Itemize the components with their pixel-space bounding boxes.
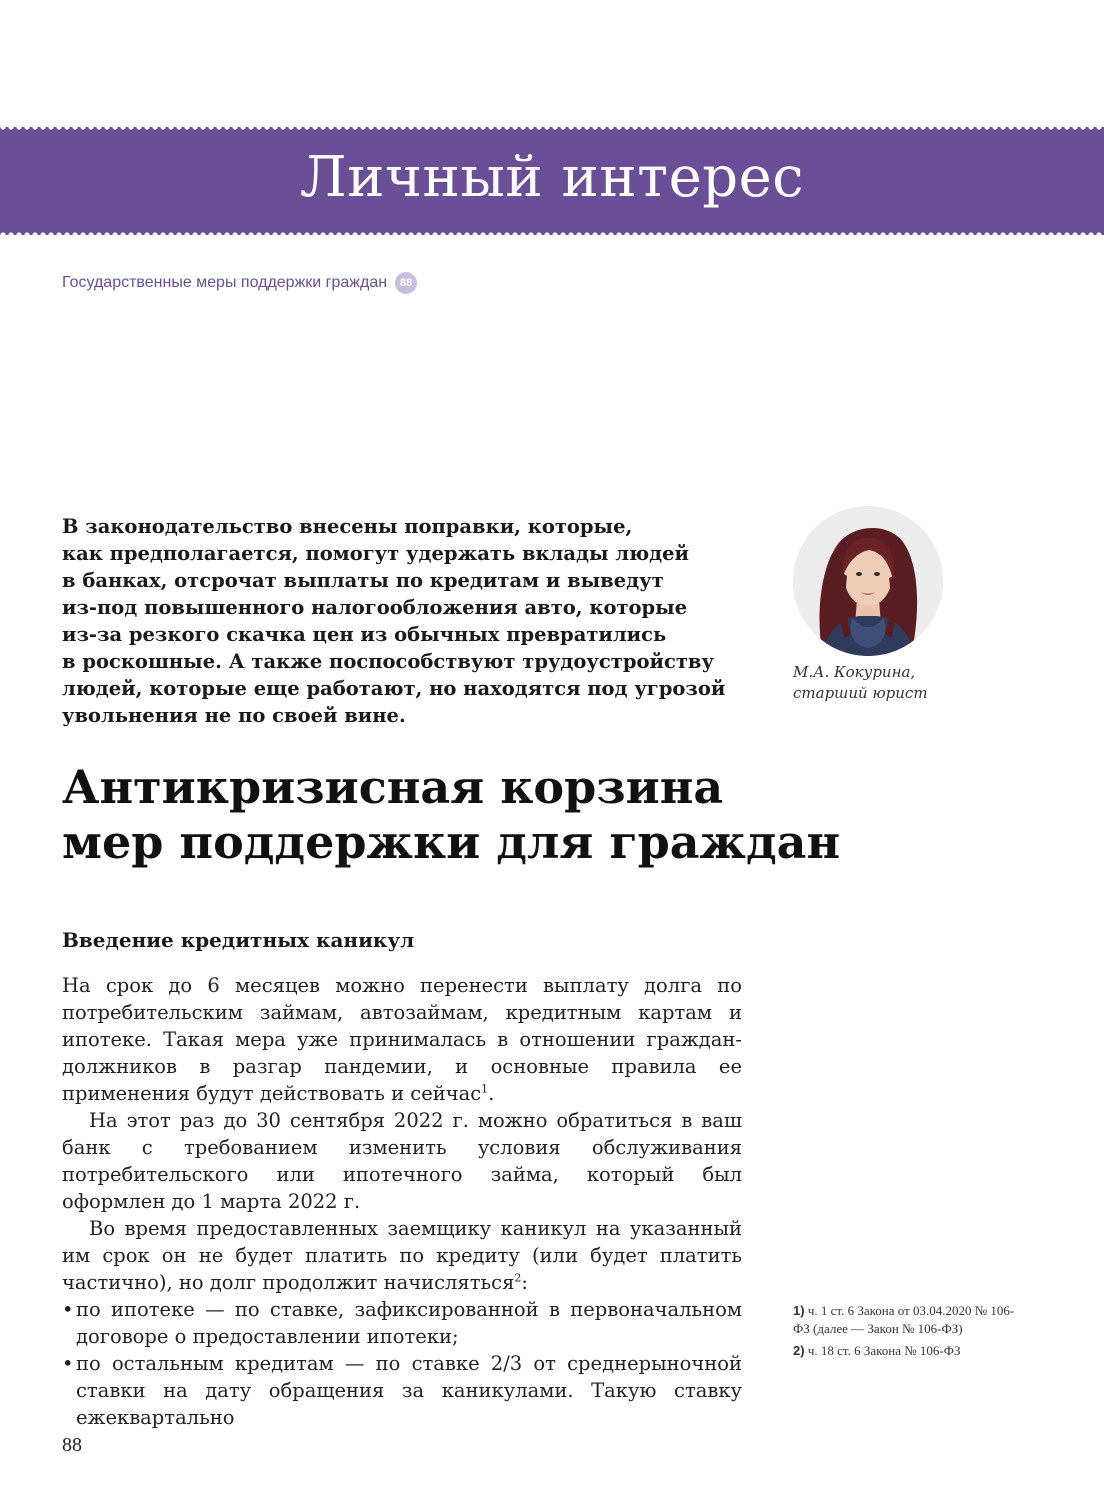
- rubric[interactable]: [62, 272, 417, 294]
- author-position: старший юрист: [793, 684, 928, 702]
- lead-line: из-за резкого скачка цен из обычных превратились: [62, 623, 667, 646]
- paragraph: На срок до 6 месяцев можно перенести выплату долга по потребительским займам, автозаймам, кредитным картам и ипотеке. Такая мера уже принималась в отношении граждан-должников в разгар пандемии, и основные правила ее применения будут действовать и сейчас$^1$.: [62, 974, 742, 1105]
- author-caption: [793, 662, 993, 704]
- footnote-number: 2): [793, 1343, 805, 1358]
- list-item: • по ипотеке — по ставке, зафиксированной в первоначальном договоре о предоставлении ипотеки;: [62, 1296, 742, 1350]
- section-title: Личный интерес: [299, 144, 805, 210]
- footnote-ref[interactable]: 2: [514, 1271, 522, 1285]
- lead-line: людей, которые еще работают, но находятся под угрозой: [62, 677, 726, 700]
- footnote-ref[interactable]: 1: [481, 1082, 489, 1096]
- lead-line: увольнения не по своей вине.: [62, 704, 406, 727]
- article-title: [62, 760, 962, 870]
- footnote: [793, 1342, 1023, 1360]
- list-item: • по остальным кредитам — по ставке 2/3 от среднерыночной ставки на дату обращения за каникулами. Такую ставку ежеквартально: [62, 1350, 742, 1431]
- article-body: [62, 972, 742, 1431]
- footnotes: [793, 1302, 1023, 1364]
- paragraph: Во время предоставленных заемщику каникул на указанный им срок он не будет платить по кредиту (или будет платить частично), но долг продолжит начисляться$^2$:: [62, 1217, 742, 1294]
- author-photo: [793, 506, 943, 656]
- lead-line: из-под повышенного налогообложения авто, которые: [62, 596, 688, 619]
- article-title-line: Антикризисная корзина: [62, 760, 724, 814]
- lead-line: в роскошные. А также поспособствуют трудоустройству: [62, 650, 714, 673]
- footnote-number: 1): [793, 1303, 805, 1318]
- author-name: М.А. Кокурина,: [793, 663, 916, 681]
- lead-line: как предполагается, помогут удержать вклады людей: [62, 542, 689, 565]
- rubric-page-badge: 88: [395, 272, 417, 294]
- paragraph: На этот раз до 30 сентября 2022 г. можно обратиться в ваш банк с требованием изменить условия обслуживания потребительского или ипотечного займа, который был оформлен до 1 марта 2022 г.: [62, 1109, 742, 1213]
- footnote-text: ч. 1 ст. 6 Закона от 03.04.2020 № 106-ФЗ (далее — Закон № 106-ФЗ): [793, 1303, 1015, 1336]
- bullet-list: [62, 1296, 742, 1431]
- author-portrait-image: [793, 506, 943, 656]
- rubric-label: Государственные меры поддержки граждан: [62, 274, 388, 291]
- lead-paragraph: [62, 513, 742, 729]
- page-number: 88: [62, 1434, 82, 1456]
- footnote: [793, 1302, 1023, 1338]
- article-title-line: мер поддержки для граждан: [62, 815, 841, 869]
- section-banner: [0, 127, 1104, 235]
- section-heading: Введение кредитных каникул: [62, 928, 415, 952]
- lead-line: В законодательство внесены поправки, которые,: [62, 515, 633, 538]
- lead-line: в банках, отсрочат выплаты по кредитам и выведут: [62, 569, 664, 592]
- footnote-text: ч. 18 ст. 6 Закона № 106-ФЗ: [807, 1343, 961, 1358]
